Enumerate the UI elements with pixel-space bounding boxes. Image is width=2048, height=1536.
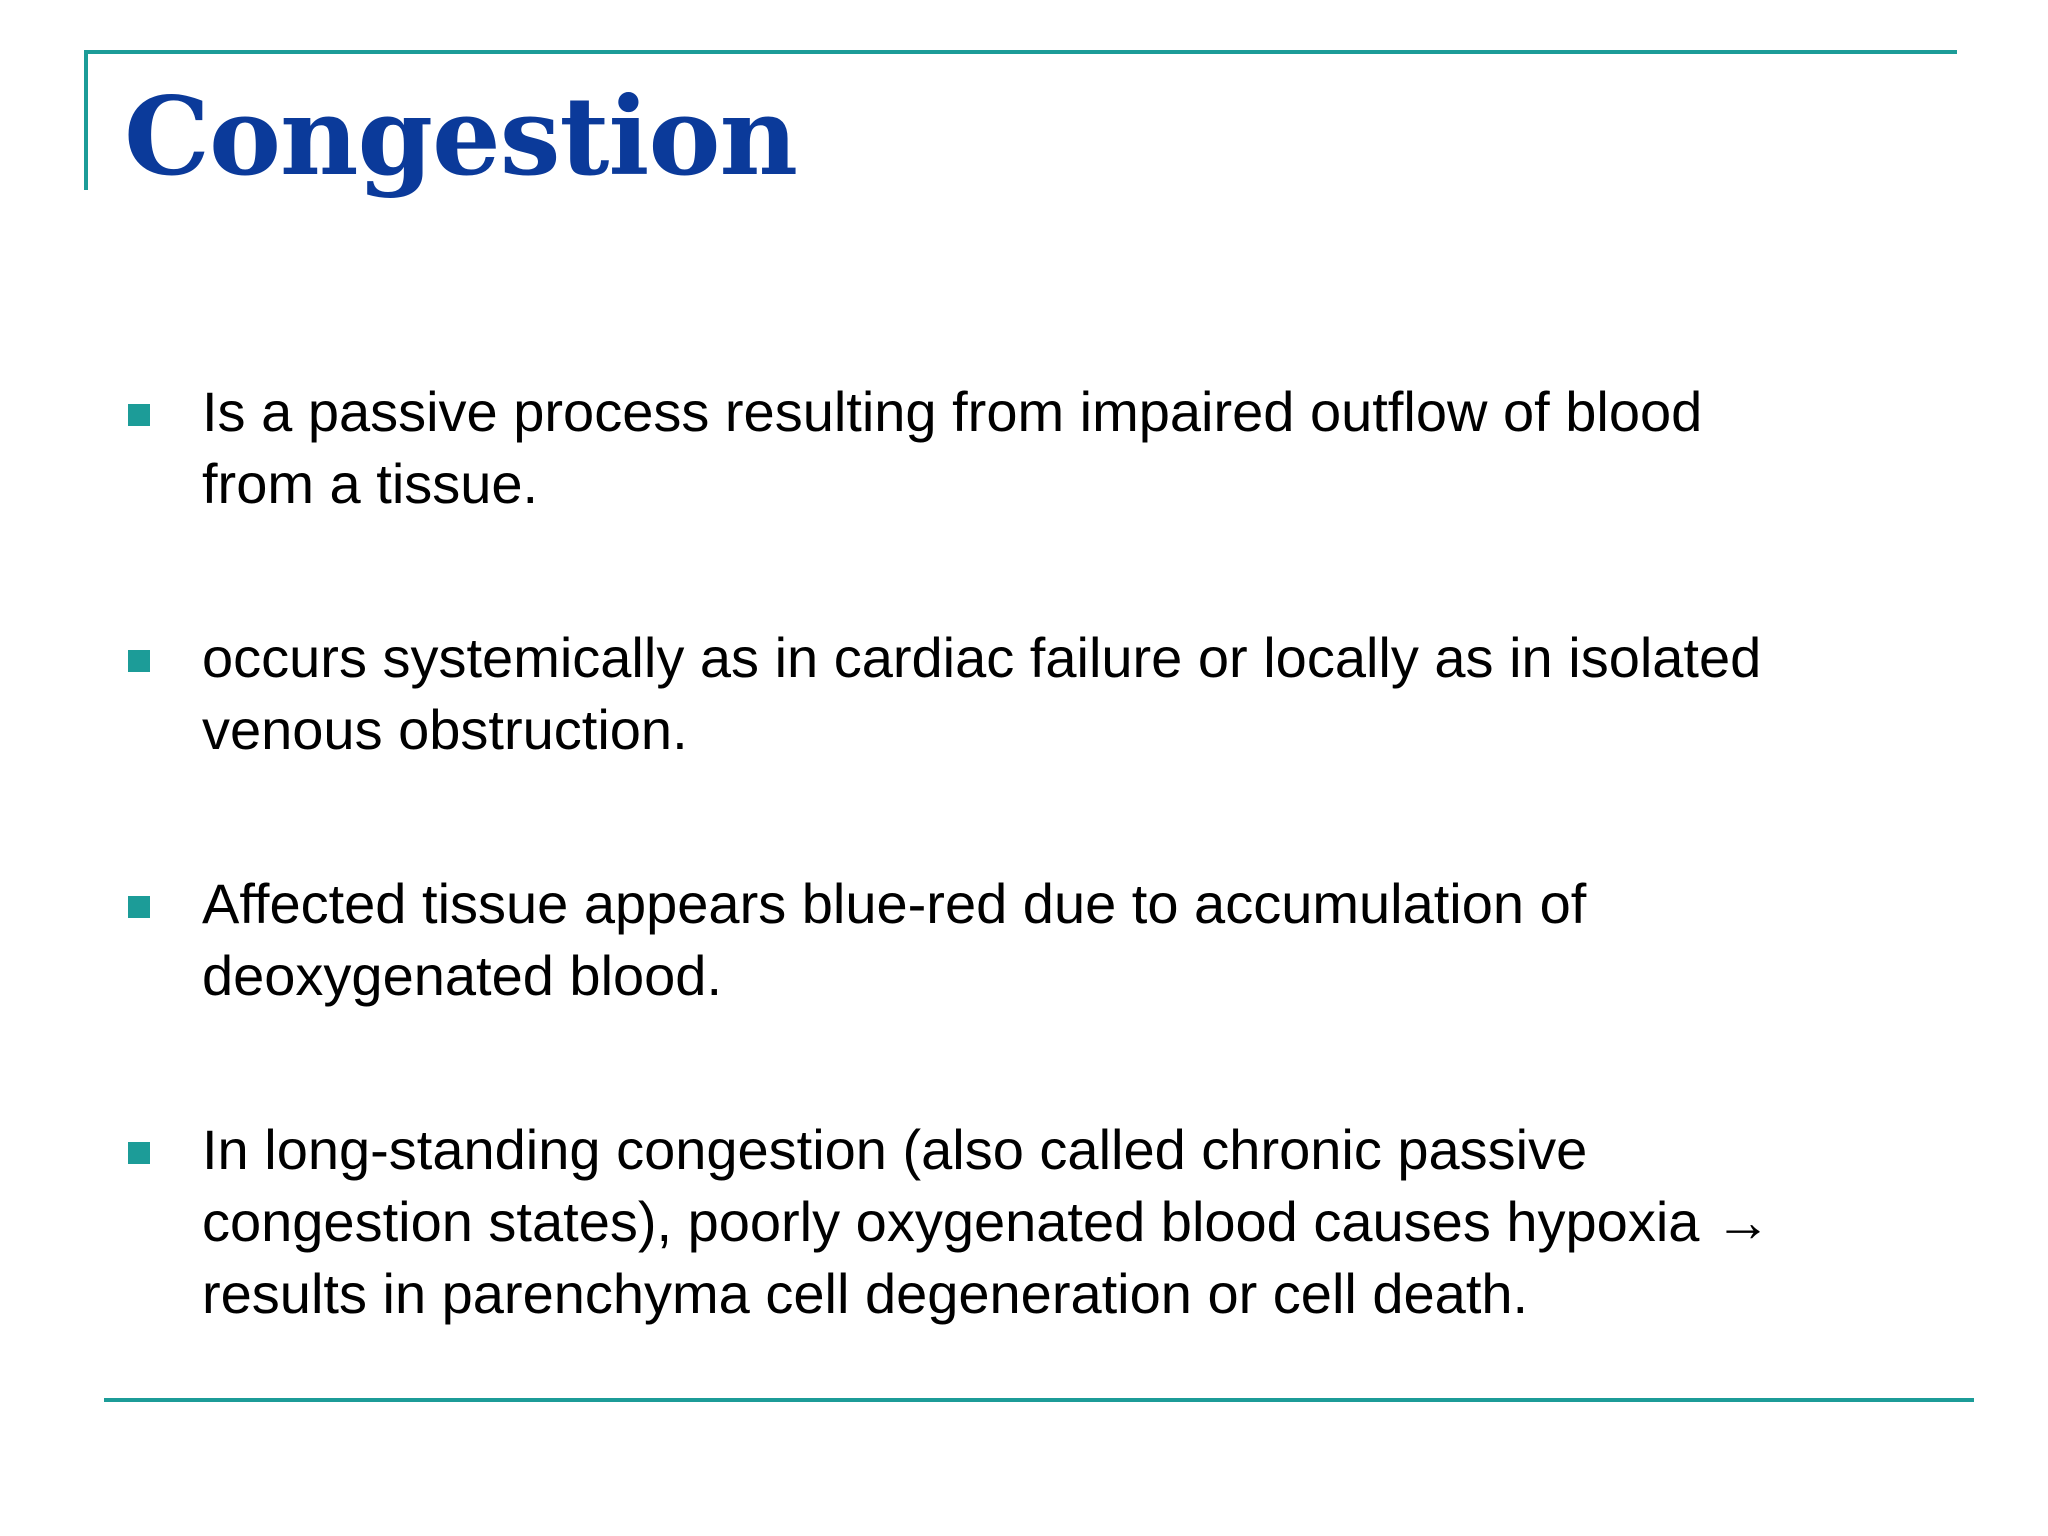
left-accent-bar	[84, 50, 88, 190]
bullet-line: occurs systemically as in cardiac failure or locally as in isolated	[202, 626, 1762, 689]
square-bullet-icon	[128, 650, 150, 672]
square-bullet-icon	[128, 1142, 150, 1164]
slide-title: Congestion	[124, 74, 798, 200]
bullet-text	[202, 1114, 1922, 1330]
bullet-line: Is a passive process resulting from impaired outflow of blood	[202, 380, 1703, 443]
bullet-text	[202, 868, 1922, 1012]
bullet-text	[202, 376, 1922, 520]
bullet-line: results in parenchyma cell degeneration or cell death.	[202, 1262, 1529, 1325]
bullet-line: Affected tissue appears blue-red due to accumulation of	[202, 872, 1587, 935]
bullet-line: from a tissue.	[202, 452, 539, 515]
top-divider	[84, 50, 1957, 54]
bullet-line: In long-standing congestion (also called chronic passive	[202, 1118, 1588, 1181]
bullet-line: congestion states), poorly oxygenated blood causes hypoxia →	[202, 1190, 1771, 1253]
bullet-line: deoxygenated blood.	[202, 944, 722, 1007]
square-bullet-icon	[128, 404, 150, 426]
bullet-line: venous obstruction.	[202, 698, 688, 761]
bottom-divider	[104, 1398, 1974, 1402]
square-bullet-icon	[128, 896, 150, 918]
bullet-text	[202, 622, 1922, 766]
